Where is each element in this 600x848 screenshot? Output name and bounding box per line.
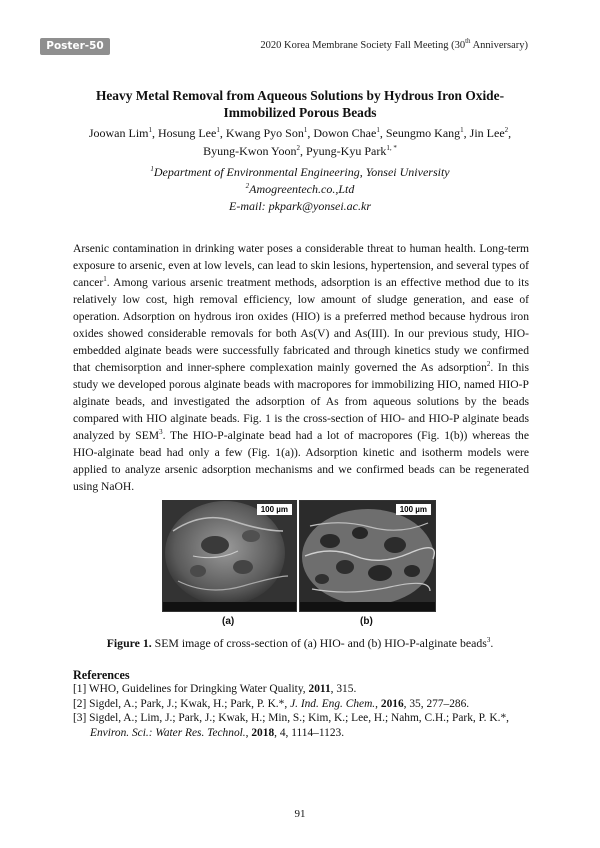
author-sep: , xyxy=(219,126,226,140)
author-name: Pyung-Kyu Park xyxy=(306,144,387,158)
author-sup: 2 xyxy=(504,126,509,134)
conference-header xyxy=(260,37,528,51)
sem-image-a xyxy=(162,500,297,612)
author-name: Dowon Chae xyxy=(313,126,377,140)
author-name: Kwang Pyo Son xyxy=(225,126,304,140)
author-sup: 1, * xyxy=(386,144,397,152)
author-sep: , xyxy=(300,144,306,158)
affiliation-sup: 2 xyxy=(245,182,250,190)
references-list xyxy=(73,682,533,740)
caption-end: . xyxy=(490,636,494,650)
author-sup: 1 xyxy=(376,126,380,134)
affiliation-sup: 1 xyxy=(150,165,154,173)
ref-year: 2011 xyxy=(308,683,331,695)
figure-label-a: (a) xyxy=(222,616,235,627)
contact-email: E-mail: pkpark@yonsei.ac.kr xyxy=(229,199,371,213)
abstract-body xyxy=(73,240,529,495)
conference-sup: th xyxy=(465,37,471,45)
author-sup: 1 xyxy=(216,126,220,134)
abstract-text: . The HIO-P-alginate bead had a lot of macropores (Fig. 1(b)) whereas the HIO-alginate bead had only a few (Fig. 1(a)). Adsorption kinetic and isotherm models were applied to analyze arsenic adsorption mechanisms and we confirmed beads can be regenerated using NaOH. xyxy=(73,429,529,493)
conference-text-end: Anniversary) xyxy=(470,40,528,51)
ref-text: , 35, 277–286. xyxy=(403,697,470,710)
author-sep: , xyxy=(152,126,158,140)
author-name: Joowan Lim xyxy=(88,126,149,140)
citation-sup: 2 xyxy=(486,360,491,368)
abstract-text: Arsenic contamination in drinking water poses a considerable threat to human health. Long-term exposure to arsenic, even at low levels, can lead to skin lesions, hypertension, and several types of cancer xyxy=(73,242,529,289)
sem-texture-a xyxy=(163,501,296,611)
author-line-1 xyxy=(60,124,540,142)
references-heading: References xyxy=(73,668,130,682)
ref-text: , 315. xyxy=(330,683,357,695)
sem-texture-b xyxy=(300,501,435,611)
ref-journal: J. Ind. Eng. Chem. xyxy=(290,697,376,710)
title-line-1: Heavy Metal Removal from Aqueous Solutions by Hydrous Iron Oxide- xyxy=(95,88,505,103)
ref-text: , xyxy=(375,697,381,710)
affiliations xyxy=(60,164,540,215)
conference-text: 2020 Korea Membrane Society Fall Meeting (30 xyxy=(260,40,466,51)
ref-year: 2016 xyxy=(380,697,404,710)
caption-text: SEM image of cross-section of (a) HIO- and (b) HIO-P-alginate beads xyxy=(151,636,487,650)
page-number: 91 xyxy=(294,808,306,820)
author-sep: , xyxy=(463,126,470,140)
ref-text: [1] WHO, Guidelines for Dringking Water Quality, xyxy=(73,683,309,695)
figure-caption xyxy=(60,636,540,651)
author-sup: 1 xyxy=(148,126,152,134)
author-sep: , xyxy=(508,126,512,140)
ref-text: [2] Sigdel, A.; Park, J.; Kwak, H.; Park, P. K.*, xyxy=(73,697,291,710)
scale-bar-a: 100 µm xyxy=(257,504,292,515)
author-name: Hosung Lee xyxy=(158,126,217,140)
poster-badge: Poster‐50 xyxy=(40,38,110,55)
author-name: Seungmo Kang xyxy=(385,126,461,140)
affiliation-text: Department of Environmental Engineering, Yonsei University xyxy=(153,165,450,179)
author-sep: , xyxy=(379,126,386,140)
reference-3-cont xyxy=(73,726,533,741)
abstract-text: . Among various arsenic treatment methods, adsorption is an effective method due to its relatively low cost, high removal efficiency, low amount of sludge generation, and ease of operation. Adsorption on hydrous iron oxides (HIO) is a preferred method because hydrous iron oxides showed considerable removals for both As(V) and As(III). In our previous study, HIO-embedded alginate beads were successfully fabricated and through kinetics study we confirmed that chemisorption and inner-sphere complexation mainly governed the As adsorption xyxy=(73,276,529,374)
scale-bar-b: 100 µm xyxy=(396,504,431,515)
affiliation-2 xyxy=(60,181,540,198)
figure-label-b: (b) xyxy=(360,616,373,627)
caption-label: Figure 1. xyxy=(106,636,152,650)
author-sup: 2 xyxy=(296,144,300,152)
ref-year: 2018 xyxy=(251,726,275,739)
ref-journal: Environ. Sci.: Water Res. Technol. xyxy=(90,726,246,739)
ref-text: , 4, 1114–1123. xyxy=(274,726,345,739)
affiliation-1 xyxy=(60,164,540,181)
author-list xyxy=(60,124,540,160)
abstract-text: . In this study we developed porous alginate beads with macropores for immobilizing HIO, named HIO-P alginate beads, and investigated the adsorption of As from aqueous solutions by the beads compared with HIO alginate beads. Fig. 1 is the cross-section of HIO- and HIO-P alginate beads analyzed by SEM xyxy=(73,361,529,442)
paper-title xyxy=(60,87,540,121)
author-name: Jin Lee xyxy=(469,126,505,140)
reference-1 xyxy=(73,682,533,697)
sem-image-b xyxy=(299,500,436,612)
citation-sup: 3 xyxy=(159,428,163,436)
caption-sup: 3 xyxy=(486,636,491,644)
author-sup: 1 xyxy=(460,126,464,134)
author-sep: , xyxy=(307,126,314,140)
author-sup: 1 xyxy=(303,126,308,134)
ref-text: [3] Sigdel, A.; Lim, J.; Park, J.; Kwak, H.; Min, S.; Kim, K.; Lee, H.; Nahm, C.H.; Park, P. K.*, xyxy=(73,712,509,724)
author-name: Byung-Kwon Yoon xyxy=(203,144,297,158)
ref-text: , xyxy=(245,726,252,739)
title-line-2: Immobilized Porous Beads xyxy=(223,105,377,120)
reference-3 xyxy=(73,711,533,740)
affiliation-text: Amogreentech.co.,Ltd xyxy=(249,182,355,196)
author-line-2 xyxy=(60,142,540,160)
citation-sup: 1 xyxy=(103,275,107,283)
reference-2 xyxy=(73,697,533,712)
